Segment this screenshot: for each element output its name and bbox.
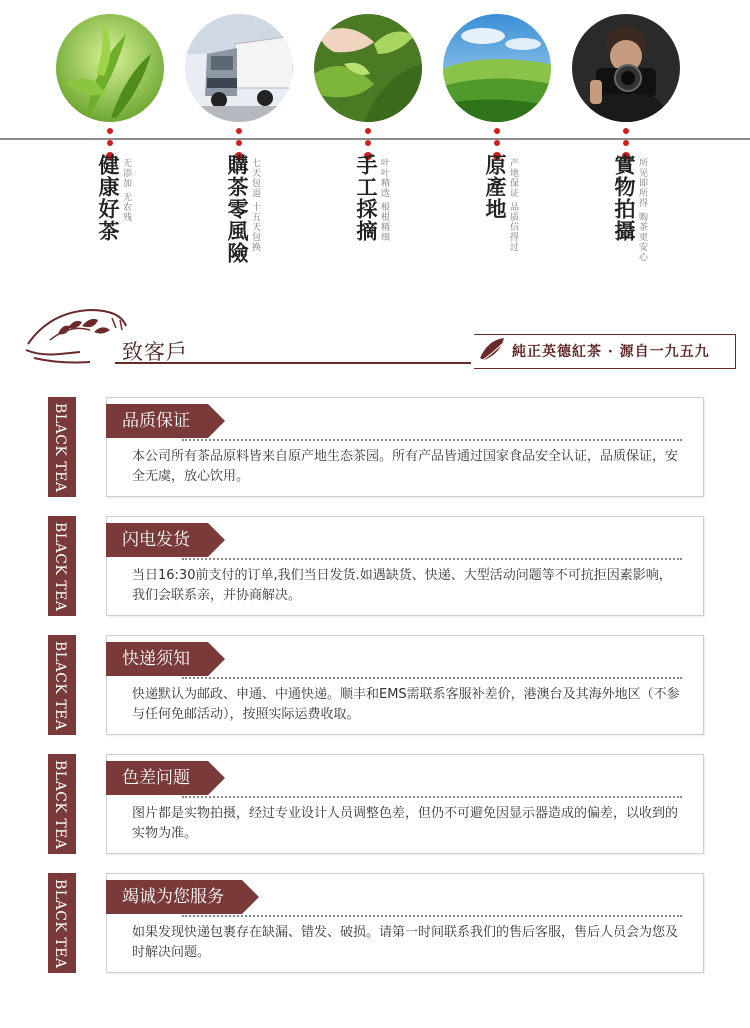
feature-title: 購茶零風險 xyxy=(225,154,250,264)
dot xyxy=(107,128,113,134)
dot xyxy=(236,140,242,146)
card-color-difference xyxy=(48,754,704,854)
feature-subtitle: 所见即所得 购茶更安心 xyxy=(637,158,647,262)
dotted-divider xyxy=(182,796,682,798)
card-text: 图片都是实物拍摄，经过专业设计人员调整色差，但仍不可避免因显示器造成的偏差，以收到的实物为准。 xyxy=(132,806,679,841)
tea-branch-ornament-icon xyxy=(20,304,130,366)
dot xyxy=(494,128,500,134)
dot xyxy=(623,128,629,134)
feature-title: 手工採摘 xyxy=(354,154,379,242)
tea-garden-photo xyxy=(443,14,551,122)
black-tea-tag xyxy=(48,754,76,854)
card-label: 色差问题 xyxy=(106,761,208,795)
tag-text: BLACK TEA xyxy=(52,760,68,850)
card-text: 快递默认为邮政、申通、中通快递。顺丰和EMS需联系客服补差价，港澳台及其海外地区（不参与任何免邮活动），按照实际运费收取。 xyxy=(132,687,680,722)
black-tea-tag xyxy=(48,873,76,973)
black-tea-tag xyxy=(48,397,76,497)
feature-title: 原產地 xyxy=(483,154,508,220)
dotted-divider xyxy=(182,915,682,917)
slogan-frame xyxy=(474,334,736,335)
customer-banner xyxy=(0,296,750,376)
photographer-photo xyxy=(572,14,680,122)
hand-picking-photo xyxy=(314,14,422,122)
card-service xyxy=(48,873,704,973)
feature-healthy-tea xyxy=(56,14,166,284)
dotted-divider xyxy=(182,439,682,441)
tag-text: BLACK TEA xyxy=(52,879,68,969)
brand-slogan: 純正英德紅茶 · 源自一九五九 xyxy=(512,344,710,360)
feature-handpicked xyxy=(314,14,424,284)
black-tea-tag xyxy=(48,635,76,735)
slogan-frame xyxy=(735,334,736,369)
feature-no-risk xyxy=(185,14,295,284)
card-text: 当日16:30前支付的订单,我们当日发货.如遇缺货、快递、大型活动问题等不可抗拒因素影响，我们会联系亲，并协商解决。 xyxy=(132,568,672,603)
feature-subtitle: 叶叶精选 根根精细 xyxy=(379,158,389,242)
card-fast-shipping xyxy=(48,516,704,616)
card-label: 品质保证 xyxy=(106,404,208,438)
tea-leaf-icon xyxy=(478,336,508,366)
feature-real-photo xyxy=(572,14,682,284)
dot xyxy=(236,128,242,134)
tea-leaf-photo xyxy=(56,14,164,122)
dot xyxy=(623,140,629,146)
dot xyxy=(107,140,113,146)
banner-title: 致客戶 xyxy=(122,340,188,364)
slogan-frame xyxy=(474,368,736,369)
card-label: 闪电发货 xyxy=(106,523,208,557)
dotted-divider xyxy=(182,677,682,679)
black-tea-tag xyxy=(48,516,76,616)
card-delivery-notice xyxy=(48,635,704,735)
card-text: 本公司所有茶品原料皆来自原产地生态茶园。所有产品皆通过国家食品安全认证，品质保证，安全无虞，放心饮用。 xyxy=(132,449,679,484)
tag-text: BLACK TEA xyxy=(52,403,68,493)
feature-subtitle: 七天包退 十五天包换 xyxy=(250,158,260,252)
feature-title: 實物拍攝 xyxy=(612,154,637,242)
truck-photo xyxy=(185,14,293,122)
feature-title: 健康好茶 xyxy=(96,154,121,242)
card-quality xyxy=(48,397,704,497)
dot xyxy=(365,128,371,134)
card-text: 如果发现快递包裹存在缺漏、错发、破损。请第一时间联系我们的售后客服，售后人员会为您及时解决问题。 xyxy=(132,925,679,960)
card-label: 竭诚为您服务 xyxy=(106,880,242,914)
dot xyxy=(365,140,371,146)
feature-subtitle: 无添加 无农残 xyxy=(121,158,131,222)
card-label: 快递须知 xyxy=(106,642,208,676)
tag-text: BLACK TEA xyxy=(52,641,68,731)
feature-subtitle: 产地保证 品质信得过 xyxy=(508,158,518,252)
feature-origin xyxy=(443,14,553,284)
dotted-divider xyxy=(182,558,682,560)
dot xyxy=(494,140,500,146)
tag-text: BLACK TEA xyxy=(52,522,68,612)
